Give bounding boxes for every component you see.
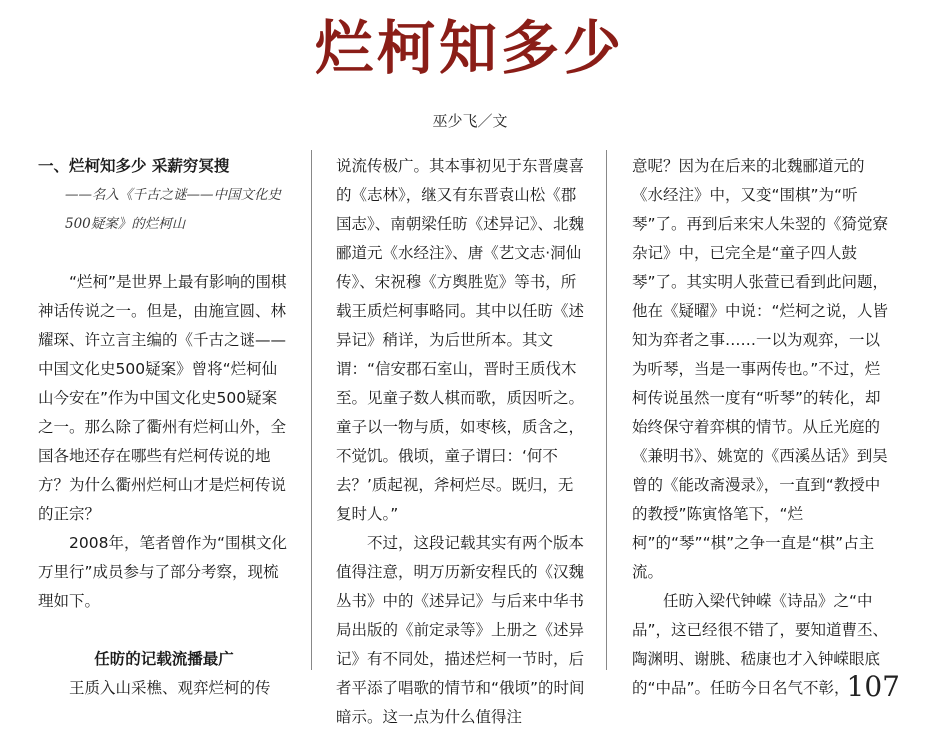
column-divider xyxy=(606,150,607,670)
paragraph: 2008年，笔者曾作为“围棋文化万里行”成员参与了部分考察，现梳理如下。 xyxy=(38,534,287,610)
paragraph: 任昉入梁代钟嵘《诗品》之“中品”，这已经很不错了，要知道曹丕、陶渊明、谢朓、嵇康也才入钟嵘眼底的“中品”。任昉今日名气不彰， xyxy=(632,592,889,697)
paragraph: 说流传极广。其本事初见于东晋虞喜的《志林》，继又有东晋袁山松《郡国志》、南朝梁任昉《述异记》、北魏郦道元《水经注》、唐《艺文志·洞仙传》、宋祝穆《方舆胜览》等书，所载王质烂柯事略同。其中以任昉《述异记》稍详，为后世所本。其文谓：“信安郡石室山，晋时王质伐木至。见童子数人棋而歌，质因听之。童子以一物与质，如枣核，质含之，不觉饥。俄顷，童子谓曰：‘何不去？’质起视，斧柯烂尽。既归，无复时人。” xyxy=(336,157,585,523)
paragraph: 王质入山采樵、观弈烂柯的传 xyxy=(69,679,271,697)
article-title: 烂柯知多少 xyxy=(314,14,625,82)
section-subtitle: ——名入《千古之谜——中国文化史500疑案》的烂柯山 xyxy=(65,187,281,232)
column-1 xyxy=(38,152,290,703)
paragraph: 不过，这段记载其实有两个版本值得注意，明万历新安程氏的《汉魏丛书》中的《述异记》与后来中华书局出版的《前定录等》上册之《述异记》有不同处，描述烂柯一节时，后者平添了唱歌的情节和“俄顷”的时间暗示。这一点为什么值得注 xyxy=(336,534,585,726)
column-2 xyxy=(336,152,588,732)
column-divider xyxy=(311,150,312,670)
subsection-heading: 任昉的记载流播最广 xyxy=(94,650,234,668)
column-3 xyxy=(632,152,894,703)
paragraph: “烂柯”是世界上最有影响的围棋神话传说之一。但是，由施宣圆、林耀琛、许立言主编的《千古之谜——中国文化史500疑案》曾将“烂柯仙山今安在”作为中国文化史500疑案之一。那么除了衢州有烂柯山外，全国各地还存在哪些有烂柯传说的地方？为什么衢州烂柯山才是烂柯传说的正宗？ xyxy=(38,273,287,523)
section-heading: 一、烂柯知多少 采薪穷冥搜 xyxy=(38,157,230,175)
paragraph: 意呢？因为在后来的北魏郦道元的《水经注》中，又变“围棋”为“听琴”了。再到后来宋人朱翌的《猗觉寮杂记》中，已完全是“童子四人鼓琴”了。其实明人张萱已看到此问题，他在《疑曜》中说：“烂柯之说，人皆知为弈者之事……一以为观弈，一以为听琴，当是一事两传也。”不过，烂柯传说虽然一度有“听琴”的转化，却始终保守着弈棋的情节。从丘光庭的《兼明书》、姚宽的《西溪丛话》到吴曾的《能改斋漫录》，一直到“教授中的教授”陈寅恪笔下，“烂柯”的“琴”“棋”之争一直是“棋”占主流。 xyxy=(632,157,889,581)
page-number: 107 xyxy=(846,670,900,703)
author-byline: 巫少飞／文 xyxy=(432,112,508,130)
